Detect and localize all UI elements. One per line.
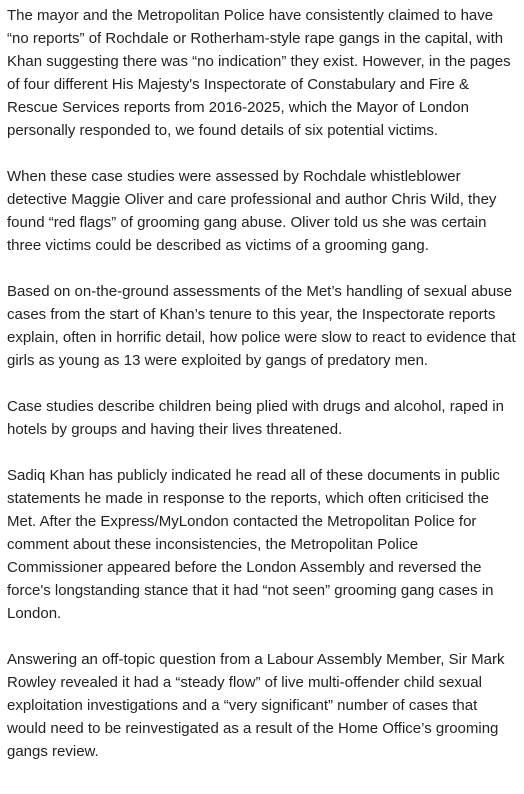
article-paragraph-5: Sadiq Khan has publicly indicated he read all of these documents in public statements he made in response to the reports, which often criticised the Met. After the Express/MyLondon contacted the Metropolitan Police for comment about these inconsistencies, the Metropolitan Police Commissioner appeared before the London Assembly and reversed the force's longstanding stance that it had “not seen” grooming gang cases in London.	[7, 467, 500, 622]
article-paragraph-6: Answering an off-topic question from a Labour Assembly Member, Sir Mark Rowley revealed it had a “steady flow” of live multi-offender child sexual exploitation investigations and a “very significant” number of cases that would need to be reinvestigated as a result of the Home Office’s grooming gangs review.	[7, 651, 505, 760]
article-paragraph-4: Case studies describe children being plied with drugs and alcohol, raped in hotels by groups and having their lives threatened.	[7, 398, 504, 438]
article-paragraph-2: When these case studies were assessed by Rochdale whistleblower detective Maggie Oliver and care professional and author Chris Wild, they found “red flags” of grooming gang abuse. Oliver told us she was certain three victims could be described as victims of a grooming gang.	[7, 168, 497, 254]
article-paragraph-3: Based on on-the-ground assessments of the Met’s handling of sexual abuse cases from the start of Khan’s tenure to this year, the Inspectorate reports explain, often in horrific detail, how police were slow to react to evidence that girls as young as 13 were exploited by gangs of predatory men.	[7, 283, 516, 369]
article-paragraph-1: The mayor and the Metropolitan Police have consistently claimed to have “no reports” of Rochdale or Rotherham-style rape gangs in the capital, with Khan suggesting there was “no indication” they exist. However, in the pages of four different His Majesty's Inspectorate of Constabulary and Fire & Rescue Services reports from 2016-2025, which the Mayor of London personally responded to, we found details of six potential victims.	[7, 7, 511, 139]
